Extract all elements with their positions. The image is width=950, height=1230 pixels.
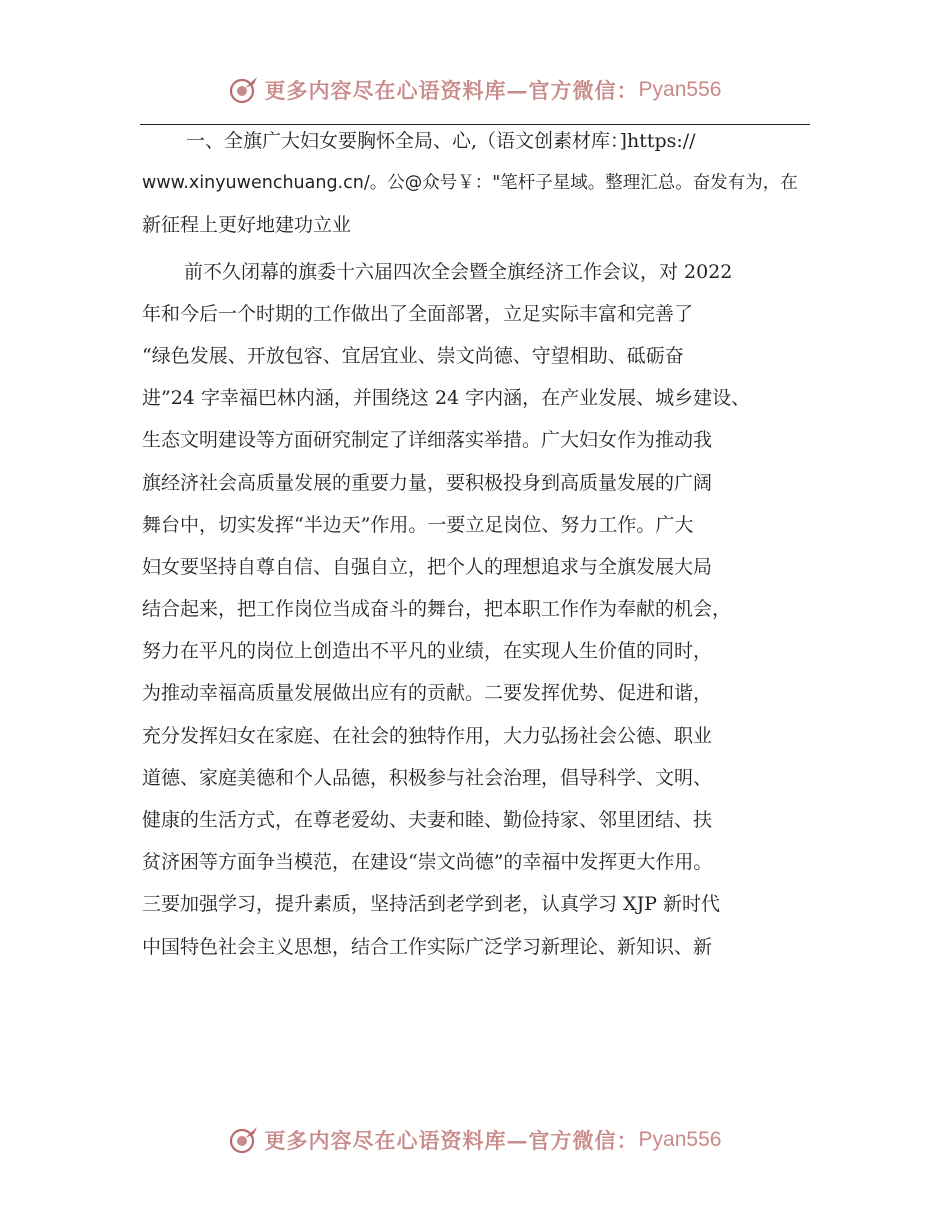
article-line: 道德、家庭美德和个人品德，积极参与社会治理，倡导科学、文明、 [142, 766, 713, 789]
article-line: 一、全旗广大妇女要胸怀全局、心,（语文创素材库：]https:// [186, 130, 696, 152]
article-line: 新征程上更好地建功立业 [142, 214, 352, 237]
article-line: 妇女要坚持自尊自信、自强自立，把个人的理想追求与全旗发展大局 [142, 555, 713, 578]
article-line: www.xinyuwenchuang.cn/。公@众号￥："笔杆子星域。整理汇总。奋发有为，在 [142, 173, 798, 194]
footer-banner-text: 更多内容尽在心语资料库—官方微信： [264, 1128, 639, 1153]
article-line: 三要加强学习，提升素质，坚持活到老学到老，认真学习 XJP 新时代 [142, 893, 721, 916]
article-line: 为推动幸福高质量发展做出应有的贡献。二要发挥优势、促进和谐， [142, 682, 713, 705]
footer-watermark-banner [0, 1120, 950, 1160]
article-line: 健康的生活方式，在尊老爱幼、夫妻和睦、勤俭持家、邻里团结、扶 [142, 809, 713, 831]
header-banner-wechat-id: Pyan556 [638, 78, 722, 101]
quill-logo-icon [229, 1125, 259, 1155]
quill-logo-icon [229, 75, 259, 105]
article-line: 结合起来，把工作岗位当成奋斗的舞台，把本职工作作为奉献的机会， [142, 598, 732, 621]
article-line: 年和今后一个时期的工作做出了全面部署，立足实际丰富和完善了 [142, 302, 694, 325]
article-line: 努力在平凡的岗位上创造出不平凡的业绩，在实现人生价值的同时， [142, 640, 713, 663]
article-line: 旗经济社会高质量发展的重要力量，要积极投身到高质量发展的广阔 [142, 471, 713, 494]
article-line: 中国特色社会主义思想，结合工作实际广泛学习新理论、新知识、新 [142, 935, 713, 958]
article-line: 前不久闭幕的旗委十六届四次全会暨全旗经济工作会议，对 2022 [184, 260, 733, 283]
article-line: “绿色发展、开放包容、宜居宜业、崇文尚德、守望相助、砥砺奋 [142, 344, 684, 367]
article-body [142, 120, 832, 968]
article-line: 生态文明建设等方面研究制定了详细落实举措。广大妇女作为推动我 [142, 429, 713, 452]
article-line: 舞台中，切实发挥“半边天”作用。一要立足岗位、努力工作。广大 [142, 513, 694, 536]
article-line: 进”24 字幸福巴林内涵，并围绕这 24 字内涵，在产业发展、城乡建设、 [142, 387, 751, 410]
article-line: 贫济困等方面争当模范，在建设“崇文尚德”的幸福中发挥更大作用。 [142, 851, 713, 874]
footer-banner-wechat-id: Pyan556 [638, 1128, 722, 1151]
header-watermark-banner [0, 70, 950, 110]
header-banner-text: 更多内容尽在心语资料库—官方微信： [264, 78, 639, 103]
article-line: 充分发挥妇女在家庭、在社会的独特作用，大力弘扬社会公德、职业 [142, 724, 713, 747]
